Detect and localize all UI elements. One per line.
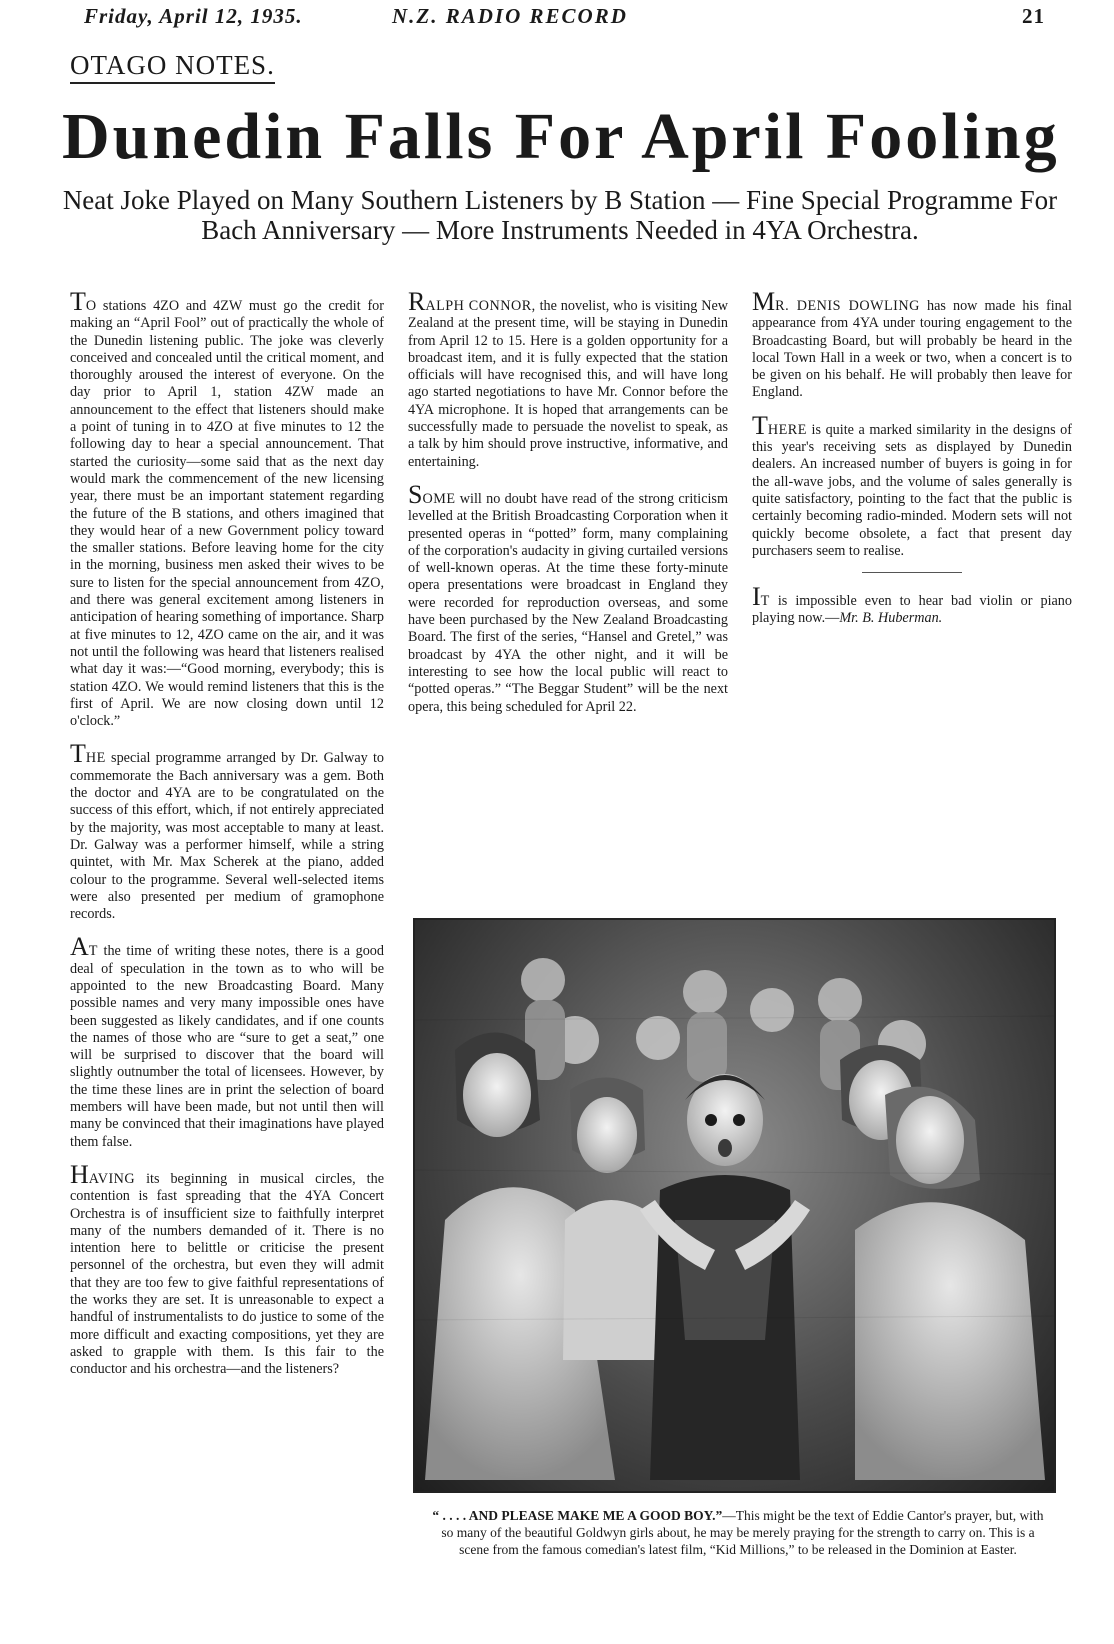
smallcaps: OME [422, 490, 456, 507]
article-text: has now made his final appearance from 4YA under touring engagement to the Broadcasting Board, but will probably be heard in the local Town Hall in a week or two, when a concert is to be given on his behalf. He will probably then leave for England. [752, 298, 1072, 401]
headline: Dunedin Falls For April Fooling [62, 100, 1060, 173]
publication-title: N.Z. RADIO RECORD [392, 4, 628, 28]
page-number: 21 [1022, 4, 1045, 28]
article-dowling [752, 290, 1072, 402]
article-text: its beginning in musical circles, the contention is fast spreading that the 4YA Concert Orchestra is of insufficient size to faithfully interpret many of the numbers demanded of it. There is no intention here to belittle or criticise the present personnel of the orchestra, but even they will admit that they are too few to give faithful representations of the works they are set. It is unreasonable to expect a handful of instrumentalists to do justice to some of the more difficult and exacting compositions, yet they are asked to grapple with them. Is this fair to the conductor and his orchestra—and the listeners? [70, 1170, 384, 1378]
article-orchestra [70, 1159, 384, 1379]
column-2 [408, 290, 728, 900]
article-text: O stations 4ZO and 4ZW must go the credit for making an “April Fool” out of practically the whole of the Dunedin listening public. The joke was cleverly conceived and concealed until the critical moment, and thoroughly aroused the interest of everyone. On the day prior to April 1, station 4ZW made an announcement to the effect that listeners should make a point of tuning in to 4ZO at five minutes to 12 the following day to hear a special announcement. That started the curiosity—some said that as the next day would mark the commencement of the new licensing year, there must be an important statement regarding the future of the B stations, and others imagined that they would hear of a new Government policy toward the smaller stations. Before leaving home for the city in the morning, business men asked their wives to be sure to listen for the special announcement from 4ZO, and there was general excitement among listeners in anticipation of hearing something of importance. Sharp at five minutes to 12, 4ZO came on the air, and it was not until the following was heard that listeners realised what day it was:—“Good morning, everybody; this is station 4ZO. We would remind listeners that this is the first of April. We are now closing down until 12 o'clock.” [70, 298, 384, 730]
dropcap: T [70, 739, 86, 769]
page-header [0, 4, 1114, 32]
subheadline: Neat Joke Played on Many Southern Listeners by B Station — Fine Special Programme For Bach Anniversary — More Instruments Needed in 4YA Orchestra. [62, 185, 1058, 245]
article-text: the novelist, who is visiting New Zealand at the present time, will be staying in Dunedin from April 12 to 15. Here is a golden opportunity for a broadcast item, and it is fully expected that the station officials will have recognised this, and will have long ago started negotiations to have Mr. Connor before the 4YA microphone. It is hoped that arrangements can be successfully made to persuade the novelist to speak, as a talk by him should prove instructive, informative, and entertaining. [408, 298, 728, 470]
article-sets [752, 410, 1072, 560]
smallcaps: HE [85, 750, 106, 767]
film-still-photo [413, 918, 1056, 1493]
article-text: is quite a marked similarity in the designs of this year's receiving sets as displayed by Dunedin dealers. An increased number of buyers is going in for the all-wave jobs, and the volume of sales generally is quite satisfactory, pointing to the fact that the public is certainly becoming radio-minded. Modern sets will not quickly become obsolete, a fact that present day purchasers seem to realise. [752, 421, 1072, 559]
central-man-figure [640, 1074, 810, 1480]
dropcap: M [752, 290, 776, 316]
photo-illustration [415, 920, 1054, 1491]
article-april-fool [70, 290, 384, 730]
issue-date: Friday, April 12, 1935. [84, 4, 303, 28]
photo-caption [430, 1507, 1046, 1558]
article-text: the time of writing these notes, there is a good deal of speculation in the town as to who will be appointed to the new Broadcasting Board. Many possible names and very many impossible ones have been suggested as likely candidates, and if one counts the names of those who are “sure to get a seat,” one will be surprised to discover that the board will slightly outnumber the total of licensees. However, by the time these lines are in print the selection of board members will have been made, but not until then will many be convinced that their imaginations have played them false. [70, 943, 384, 1150]
dropcap: H [70, 1159, 89, 1189]
article-quote [752, 582, 1072, 628]
smallcaps: HERE [767, 421, 807, 438]
article-connor [408, 290, 728, 471]
section-label: OTAGO NOTES. [70, 50, 275, 84]
dropcap: R [408, 290, 426, 316]
dropcap: A [70, 932, 89, 962]
dropcap: I [752, 582, 761, 612]
quote-signature: Mr. B. Huberman. [839, 610, 943, 627]
dropcap: T [70, 290, 86, 316]
smallcaps: R. DENIS DOWLING [775, 298, 920, 314]
article-board [70, 932, 384, 1151]
smallcaps: ALPH CONNOR, [425, 298, 536, 314]
dropcap: S [408, 479, 423, 509]
divider-rule [862, 572, 962, 573]
smallcaps: T [760, 593, 770, 610]
column-1 [70, 290, 384, 1610]
article-operas [408, 479, 728, 716]
dropcap: T [752, 410, 768, 440]
article-text: is impossible even to hear bad violin or piano playing now.— [752, 593, 1072, 627]
article-text: will no doubt have read of the strong criticism levelled at the British Broadcasting Corporation when it presented operas in “potted” form, many complaining of the corporation's audacity in giving curtailed versions of well-known operas. At the time these forty-minute opera presentations were broadcast in England they were recorded for reproduction overseas, and some have been purchased by the New Zealand Broadcasting Board. The first of the series, “Hansel and Gretel,” was broadcast by 4YA the other night, and it will be interesting to see how the local public will react to “potted operas.” “The Beggar Student” will be the next opera, this being scheduled for April 22. [408, 490, 728, 715]
column-3 [752, 290, 1072, 900]
caption-lead: “ . . . . AND PLEASE MAKE ME A GOOD BOY.” [432, 1508, 723, 1523]
right-woman-figure [840, 1045, 1045, 1480]
article-text: special programme arranged by Dr. Galway to commemorate the Bach anniversary was a gem. Both the doctor and 4YA are to be congratulated on the success of this effort, which, if not entirely appreciated by the majority, was most acceptable to many at least. Dr. Galway was a performer himself, while a string quintet, with Mr. Max Scherek at the piano, added colour to the programme. Several well-selected items were also presented per medium of gramophone records. [70, 750, 384, 923]
smallcaps: AVING [88, 1170, 136, 1187]
smallcaps: T [88, 943, 98, 960]
caption-text: —This might be the text of Eddie Cantor's prayer, but, with so many of the beautiful Goldwyn girls about, he may be merely praying for the strength to carry on. This is a scene from the famous comedian's latest film, “Kid Millions,” to be released in the Dominion at Easter. [441, 1508, 1044, 1557]
article-bach [70, 739, 384, 923]
